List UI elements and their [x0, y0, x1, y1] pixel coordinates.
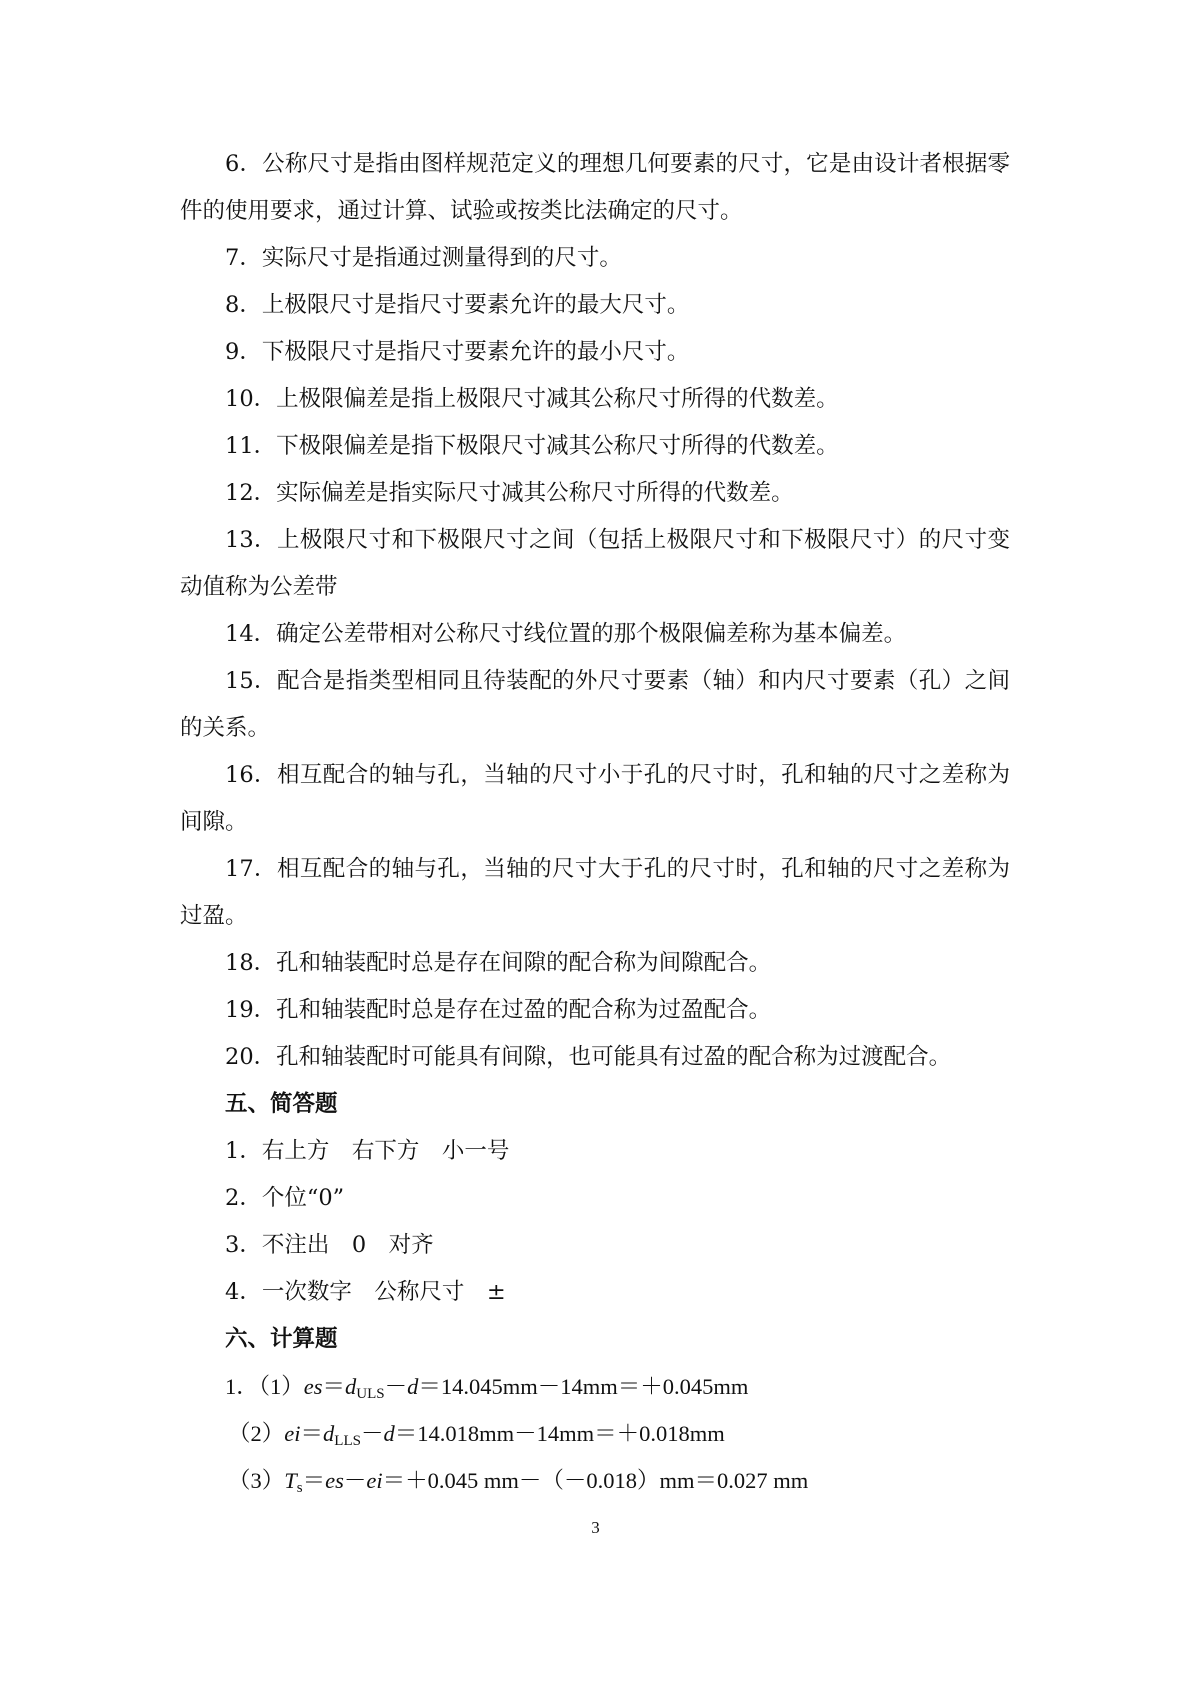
definition-17: 17．相互配合的轴与孔，当轴的尺寸大于孔的尺寸时，孔和轴的尺寸之差称为过盈。	[180, 856, 1010, 929]
definition-6: 6．公称尺寸是指由图样规范定义的理想几何要素的尺寸，它是由设计者根据零件的使用要求，通过计算、试验或按类比法确定的尺寸。	[180, 151, 1010, 224]
definition-9: 9．下极限尺寸是指尺寸要素允许的最小尺寸。	[225, 339, 690, 365]
calc-1-var2: d	[407, 1374, 419, 1399]
calc-3-subscript: s	[296, 1480, 303, 1496]
definition-8: 8．上极限尺寸是指尺寸要素允许的最大尺寸。	[225, 292, 690, 318]
calc-3-prefix: （3）	[228, 1468, 285, 1493]
calc-2-subscript: LLS	[334, 1433, 361, 1449]
calc-1-result: ＝14.045mm－14mm＝＋0.045mm	[418, 1374, 749, 1399]
definition-12: 12．实际偏差是指实际尺寸减其公称尺寸所得的代数差。	[225, 480, 794, 506]
definition-14: 14．确定公差带相对公称尺寸线位置的那个极限偏差称为基本偏差。	[225, 621, 907, 647]
short-answer-3: 3．不注出 0 对齐	[225, 1232, 434, 1258]
calc-3-minus: －	[343, 1468, 367, 1493]
calc-2-minus: －	[360, 1421, 384, 1446]
calc-2-var2: d	[383, 1421, 395, 1446]
calc-1-equals: ＝	[322, 1374, 346, 1399]
definition-7: 7．实际尺寸是指通过测量得到的尺寸。	[225, 245, 622, 271]
calc-2-result: ＝14.018mm－14mm＝＋0.018mm	[394, 1421, 725, 1446]
calc-1-prefix: 1．（1）	[225, 1374, 304, 1399]
definition-11: 11．下极限偏差是指下极限尺寸减其公称尺寸所得的代数差。	[225, 433, 839, 459]
calc-2-var: d	[323, 1421, 335, 1446]
short-answer-4: 4．一次数字 公称尺寸 ±	[225, 1279, 506, 1305]
calc-2-equals: ＝	[300, 1421, 324, 1446]
definition-18: 18．孔和轴装配时总是存在间隙的配合称为间隙配合。	[225, 950, 772, 976]
calc-3-lhs: T	[284, 1468, 297, 1493]
calc-2-prefix: （2）	[228, 1421, 285, 1446]
definition-16: 16．相互配合的轴与孔，当轴的尺寸小于孔的尺寸时，孔和轴的尺寸之差称为间隙。	[180, 762, 1010, 835]
definition-13: 13．上极限尺寸和下极限尺寸之间（包括上极限尺寸和下极限尺寸）的尺寸变动值称为公差带	[180, 527, 1010, 600]
short-answer-1: 1．右上方 右下方 小一号	[225, 1138, 510, 1164]
page-number: 3	[591, 1518, 600, 1537]
definition-20: 20．孔和轴装配时可能具有间隙，也可能具有过盈的配合称为过渡配合。	[225, 1044, 952, 1070]
calc-3-result: ＝＋0.045 mm－（－0.018）mm＝0.027 mm	[382, 1468, 809, 1493]
calc-line-3	[180, 1457, 1010, 1504]
section-5-heading: 五、简答题	[225, 1091, 338, 1117]
definition-19: 19．孔和轴装配时总是存在过盈的配合称为过盈配合。	[225, 997, 772, 1023]
short-answer-2: 2．个位“0”	[225, 1185, 345, 1211]
section-6-heading: 六、计算题	[225, 1326, 338, 1352]
calc-2-lhs: ei	[284, 1421, 301, 1446]
definition-15: 15．配合是指类型相同且待装配的外尺寸要素（轴）和内尺寸要素（孔）之间的关系。	[180, 668, 1010, 741]
calc-1-lhs: es	[303, 1374, 323, 1399]
calc-3-b: ei	[366, 1468, 383, 1493]
calc-3-a: es	[325, 1468, 344, 1493]
calc-3-equals: ＝	[302, 1468, 326, 1493]
calc-line-1	[180, 1363, 1010, 1410]
page-content	[180, 141, 1010, 1504]
calc-1-var: d	[345, 1374, 357, 1399]
calc-1-subscript: ULS	[356, 1386, 385, 1402]
calc-1-minus: －	[384, 1374, 408, 1399]
definition-10: 10．上极限偏差是指上极限尺寸减其公称尺寸所得的代数差。	[225, 386, 839, 412]
calc-line-2	[180, 1410, 1010, 1457]
